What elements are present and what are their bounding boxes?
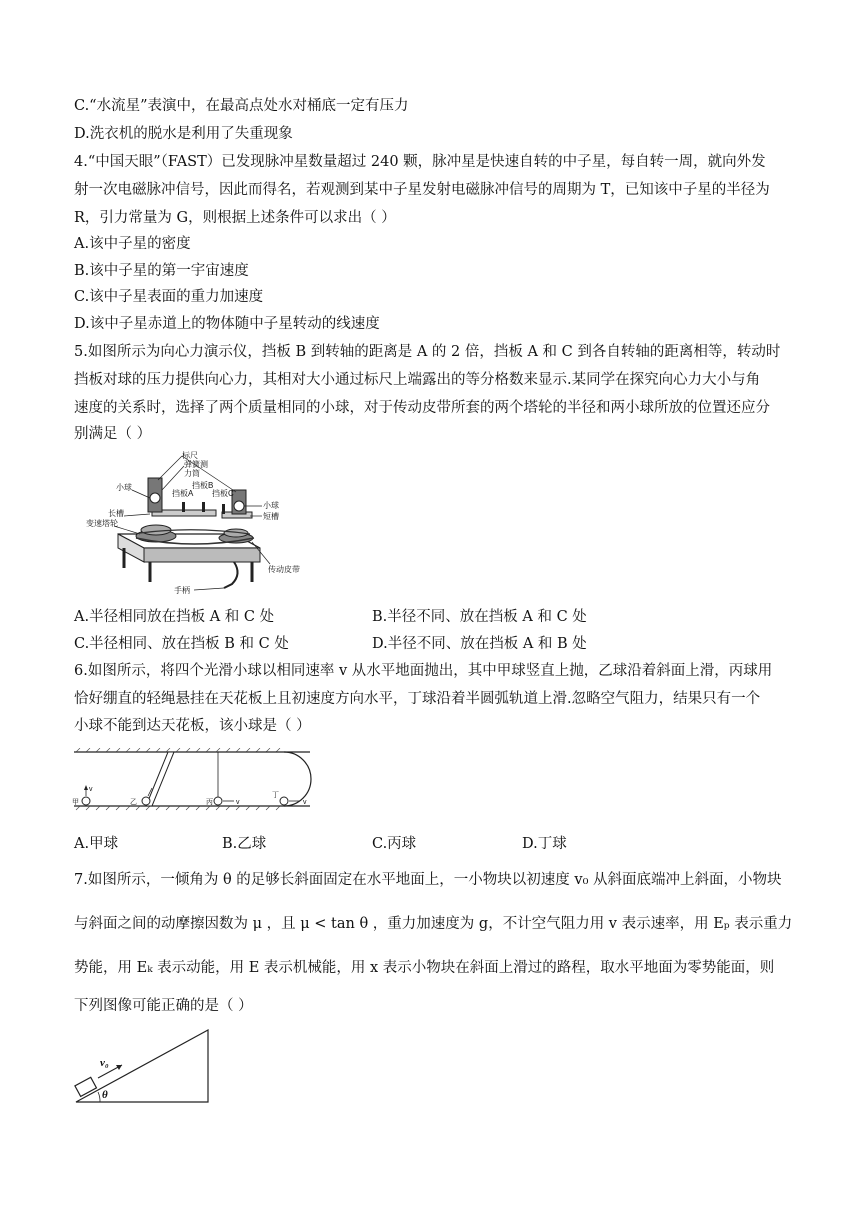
semicircle-track bbox=[284, 752, 311, 806]
centripetal-apparatus-figure bbox=[84, 450, 328, 602]
ball-jia bbox=[82, 797, 90, 805]
q4-stem-line1: 4.“中国天眼”（FAST）已发现脉冲星数量超过 240 颗，脉冲星是快速自转的中子星，每自转一周，就向外发 bbox=[74, 154, 766, 170]
label-handle: 手柄 bbox=[174, 586, 190, 595]
q5-option-b: B.半径不同、放在挡板 A 和 C 处 bbox=[372, 609, 587, 625]
label-baffle-c: 挡板C bbox=[212, 489, 234, 498]
baffle-a bbox=[182, 502, 185, 512]
q6-option-a: A.甲球 bbox=[74, 836, 119, 852]
right-ball bbox=[234, 501, 244, 511]
incline bbox=[146, 752, 174, 806]
q3-option-c: C.“水流星”表演中，在最高点处水对桶底一定有压力 bbox=[74, 98, 409, 114]
label-bing: 丙 bbox=[206, 799, 213, 806]
label-spring: 弹簧测 bbox=[184, 460, 208, 469]
q4-option-a: A.该中子星的密度 bbox=[74, 236, 191, 252]
q4-option-c: C.该中子星表面的重力加速度 bbox=[74, 289, 264, 305]
q6-option-c: C.丙球 bbox=[372, 836, 417, 852]
label-ball-right: 小球 bbox=[263, 501, 279, 510]
q7-stem-line1: 7.如图所示，一倾角为 θ 的足够长斜面固定在水平地面上，一小物块以初速度 v₀ 从斜面底端冲上斜面，小物块 bbox=[74, 872, 782, 888]
label-spring2: 力筒 bbox=[184, 469, 200, 478]
q7-stem-line3: 势能，用 Eₖ 表示动能，用 E 表示机械能，用 x 表示小物块在斜面上滑过的路程，取水平地面为零势能面，则 bbox=[74, 960, 775, 976]
q4-option-d: D.该中子星赤道上的物体随中子星转动的线速度 bbox=[74, 316, 380, 332]
q4-stem-line3: R，引力常量为 G，则根据上述条件可以求出（ ） bbox=[74, 210, 396, 226]
q7-stem-line2: 与斜面之间的动摩擦因数为 μ ，且 μ < tan θ ，重力加速度为 g，不计空气阻力用 v 表示速率，用 Eₚ 表示重力 bbox=[74, 916, 793, 932]
label-v0: v₀ bbox=[100, 1057, 109, 1069]
baffle-b bbox=[202, 502, 205, 512]
q5-option-c: C.半径相同、放在挡板 B 和 C 处 bbox=[74, 636, 289, 652]
q4-option-b: B.该中子星的第一宇宙速度 bbox=[74, 263, 249, 279]
q5-stem-line4: 别满足（ ） bbox=[74, 426, 152, 442]
svg-text:v: v bbox=[303, 799, 307, 806]
q6-stem-line1: 6.如图所示，将四个光滑小球以相同速率 v 从水平地面抛出，其中甲球竖直上抛，乙球沿着斜面上滑，丙球用 bbox=[74, 663, 773, 679]
q6-option-d: D.丁球 bbox=[522, 836, 567, 852]
label-theta: θ bbox=[102, 1089, 108, 1101]
q3-option-d: D.洗衣机的脱水是利用了失重现象 bbox=[74, 126, 293, 142]
label-baffle-a: 挡板A bbox=[172, 489, 194, 498]
label-yi: 乙 bbox=[130, 799, 137, 806]
label-wheel: 变速塔轮 bbox=[86, 519, 118, 528]
platform-front bbox=[144, 548, 260, 562]
ball-bing bbox=[214, 797, 222, 805]
ball-yi bbox=[142, 797, 150, 805]
handle-crank bbox=[224, 562, 238, 588]
q5-stem-line1: 5.如图所示为向心力演示仪，挡板 B 到转轴的距离是 A 的 2 倍，挡板 A 和 C 到各自转轴的距离相等，转动时 bbox=[74, 344, 781, 360]
label-ding: 丁 bbox=[272, 792, 279, 799]
incline-block-figure bbox=[70, 1026, 212, 1106]
q5-option-a: A.半径相同放在挡板 A 和 C 处 bbox=[74, 609, 275, 625]
q6-option-b: B.乙球 bbox=[222, 836, 267, 852]
q5-option-d: D.半径不同、放在挡板 A 和 B 处 bbox=[372, 636, 587, 652]
q7-stem-line4: 下列图像可能正确的是（ ） bbox=[74, 998, 253, 1014]
q5-stem-line2: 挡板对球的压力提供向心力，其相对大小通过标尺上端露出的等分格数来显示.某同学在探究向心力大小与角 bbox=[74, 372, 761, 388]
label-jia: 甲 bbox=[72, 799, 79, 806]
q6-stem-line2: 恰好绷直的轻绳悬挂在天花板上且初速度方向水平，丁球沿着半圆弧轨道上滑.忽略空气阻力，结果只有一个 bbox=[74, 691, 761, 707]
q6-stem-line3: 小球不能到达天花板，该小球是（ ） bbox=[74, 718, 311, 734]
four-balls-figure bbox=[70, 748, 320, 812]
label-long-slot: 长槽 bbox=[108, 509, 124, 518]
left-ball bbox=[150, 493, 160, 503]
svg-text:v: v bbox=[236, 799, 240, 806]
incline-triangle bbox=[76, 1030, 208, 1102]
label-ruler: 标尺 bbox=[182, 451, 198, 460]
label-ball-left: 小球 bbox=[116, 483, 132, 492]
label-belt: 传动皮带 bbox=[268, 565, 300, 574]
ball-ding bbox=[280, 797, 288, 805]
label-short-slot: 短槽 bbox=[263, 512, 279, 521]
q4-stem-line2: 射一次电磁脉冲信号，因此而得名，若观测到某中子星发射电磁脉冲信号的周期为 T，已知该中子星的半径为 bbox=[74, 182, 770, 198]
baffle-c bbox=[222, 504, 225, 514]
svg-text:v: v bbox=[89, 786, 93, 793]
q5-stem-line3: 速度的关系时，选择了两个质量相同的小球，对于传动皮带所套的两个塔轮的半径和两小球所放的位置还应分 bbox=[74, 400, 770, 416]
label-baffle-b: 挡板B bbox=[192, 481, 214, 490]
